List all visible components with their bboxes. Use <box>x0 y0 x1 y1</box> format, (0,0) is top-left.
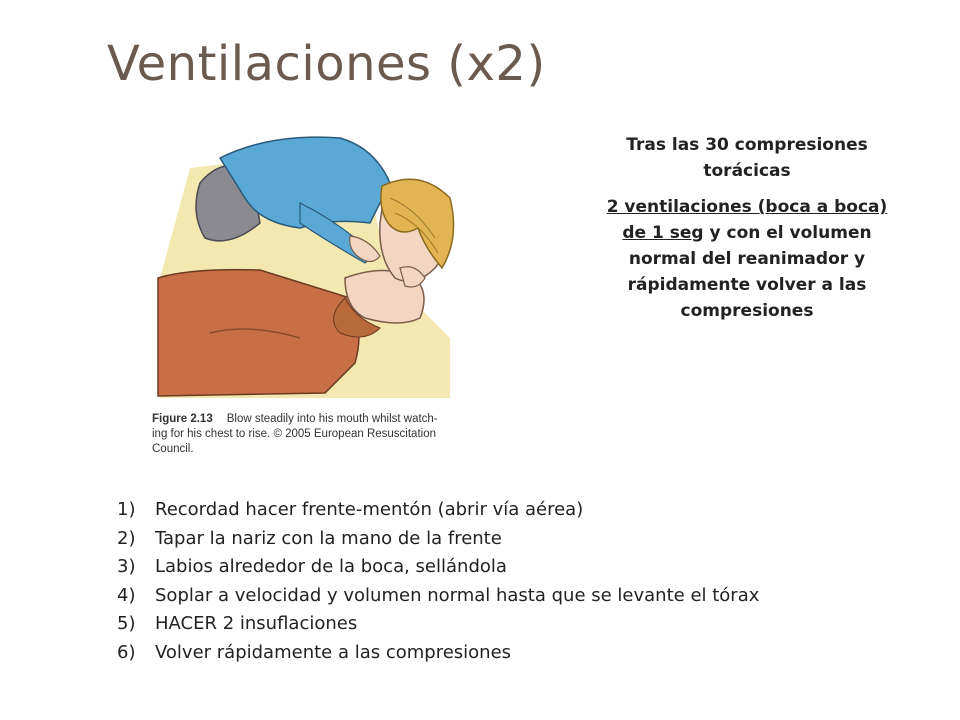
note-intro: Tras las 30 compresiones torácicas <box>626 135 868 181</box>
step-number: 6) <box>117 641 136 663</box>
step-number: 3) <box>117 556 136 577</box>
steps-list <box>117 496 759 667</box>
step-number: 4) <box>117 584 136 606</box>
rescue-breathing-drawing <box>150 128 470 408</box>
list-item <box>117 639 759 668</box>
step-text: Labios alrededor de la boca, sellándola <box>155 556 507 577</box>
figure-label: Figure 2.13 <box>152 413 213 425</box>
step-text: Tapar la nariz con la mano de la frente <box>155 527 502 549</box>
note-underlined-2: de 1 seg <box>622 223 704 243</box>
step-text: HACER 2 insuflaciones <box>155 613 358 634</box>
slide-title: Ventilaciones (x2) <box>107 36 546 92</box>
note-rest: y con el volumen normal del reanimador y rápidamente volver a las compresiones <box>627 223 872 321</box>
cpr-illustration <box>150 128 470 468</box>
figure-caption-text: Blow steadily into his mouth whilst watch-ing for his chest to rise. © 2005 European Resuscitation Council. <box>152 413 438 455</box>
list-item <box>117 610 759 639</box>
step-text: Recordad hacer frente-mentón (abrir vía aérea) <box>155 499 584 520</box>
note-underlined-1: 2 ventilaciones (boca a boca) <box>606 197 888 217</box>
note-body <box>592 194 902 324</box>
step-number: 1) <box>117 499 136 520</box>
figure-caption <box>152 412 452 457</box>
step-text: Volver rápidamente a las compresiones <box>155 641 512 663</box>
list-item <box>117 496 759 525</box>
step-number: 2) <box>117 527 136 549</box>
list-item <box>117 553 759 582</box>
list-item <box>117 525 759 554</box>
step-number: 5) <box>117 613 136 634</box>
list-item <box>117 582 759 611</box>
instructions-note <box>592 132 902 334</box>
step-text: Soplar a velocidad y volumen normal hasta que se levante el tórax <box>155 584 760 606</box>
